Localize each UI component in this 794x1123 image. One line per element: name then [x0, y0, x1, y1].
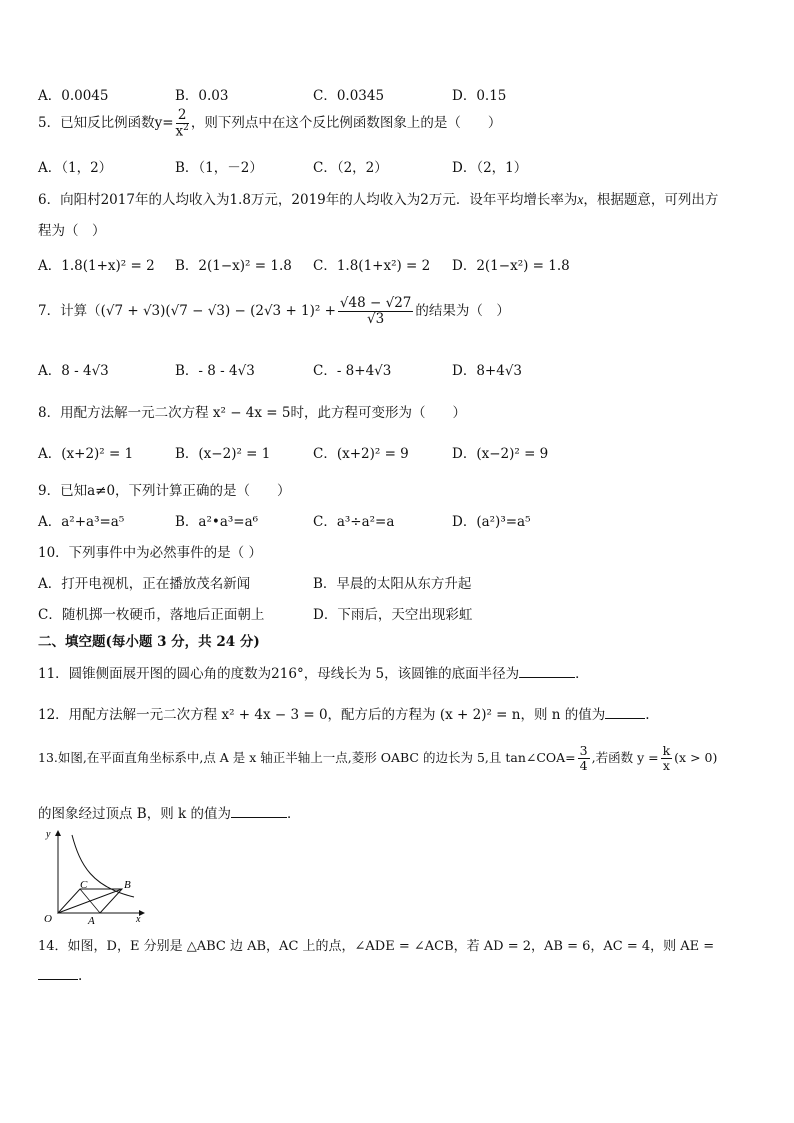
q7-option-c: C．- 8+4√3: [313, 363, 392, 379]
q4-option-c: C．0.0345: [313, 88, 385, 104]
q7-option-d: D．8+4√3: [452, 363, 523, 379]
q11: 11．圆锥侧面展开图的圆心角的度数为216°，母线长为 5，该圆锥的底面半径为 ．: [38, 666, 589, 682]
q4-option-b: B．0.03: [175, 88, 229, 104]
q8-option-d: D．(x−2)² = 9: [452, 446, 549, 462]
q10-option-b: B．早晨的太阳从东方升起: [313, 576, 472, 592]
q9-option-a: A．a²+a³=a⁵: [38, 514, 125, 530]
diagonal-ac: [80, 889, 100, 913]
q5-option-b: B．（1，－2）: [175, 160, 263, 176]
label-o: O: [44, 913, 52, 925]
q14-line1: 14．如图，D，E 分别是 △ABC 边 AB，AC 上的点，∠ADE = ∠ACB，若 AD = 2，AB = 6，AC = 4，则 AE =: [38, 939, 715, 954]
q6-stem-line2: 程为（ ）: [38, 223, 106, 239]
q6-stem-line1: 6．向阳村2017年的人均收入为1.8万元，2019年的人均收入为2万元．设年平均增长率为x，根据题意，可列出方: [38, 192, 719, 208]
q7-option-a: A．8 - 4√3: [38, 363, 109, 379]
q8-option-c: C．(x+2)² = 9: [313, 446, 409, 462]
q13-figure: [36, 825, 152, 925]
q5-stem: 5．已知反比例函数y= $\frac{2}{x^2}$ ，则下列点中在这个反比例函数图象上的是（ ）: [38, 107, 502, 140]
q5-option-d: D．（2，1）: [452, 160, 528, 176]
q10-option-a: A．打开电视机，正在播放茂名新闻: [38, 576, 251, 592]
q8-stem: 8．用配方法解一元二次方程 x² − 4x = 5时，此方程可变形为（ ）: [38, 405, 466, 421]
q4-option-d: D．0.15: [452, 88, 507, 104]
q4-option-a: A．0.0045: [38, 88, 109, 104]
section-heading-fill-blank: 二、填空题(每小题 3 分，共 24 分): [38, 634, 260, 650]
q13-line2: 的图象经过顶点 B，则 k 的值为 ．: [38, 806, 301, 822]
q6-option-b: B．2(1−x)² = 1.8: [175, 258, 292, 274]
q5-option-c: C．（2，2）: [313, 160, 388, 176]
q7-option-b: B．- 8 - 4√3: [175, 363, 255, 379]
q7-stem: 7．计算（(√7 + √3)(√7 − √3) − (2√3 + 1)² + $\frac{√48 - √27}{√3}$ 的结果为（ ）: [38, 295, 510, 327]
label-x: x: [136, 914, 141, 925]
q8-option-a: A．(x+2)² = 1: [38, 446, 134, 462]
q5-option-a: A．（1，2）: [38, 160, 113, 176]
q9-stem: 9．已知a≠0，下列计算正确的是（ ）: [38, 483, 291, 499]
q8-option-b: B．(x−2)² = 1: [175, 446, 271, 462]
q12: 12．用配方法解一元二次方程 x² + 4x − 3 = 0，配方后的方程为 (x + 2)² = n，则 n 的值为 .: [38, 707, 650, 723]
q6-option-c: C．1.8(1+x²) = 2: [313, 258, 431, 274]
label-a: A: [88, 915, 95, 925]
q10-option-c: C．随机掷一枚硬币，落地后正面朝上: [38, 607, 265, 623]
q10-option-d: D．下雨后，天空出现彩虹: [313, 607, 473, 623]
q9-option-d: D．(a²)³=a⁵: [452, 514, 531, 530]
q13-line1: 13.如图,在平面直角坐标系中,点 A 是 x 轴正半轴上一点,菱形 OABC 的边长为 5,且 tan∠COA= $\frac{3}{4}$ ,若函数 y = $\frac{k}{x}$ (x > 0): [38, 743, 718, 773]
q14-line2: .: [38, 967, 82, 984]
q6-option-d: D．2(1−x²) = 1.8: [452, 258, 570, 274]
label-c: C: [80, 879, 88, 891]
q9-option-c: C．a³÷a²=a: [313, 514, 395, 530]
q9-option-b: B．a²•a³=a⁶: [175, 514, 259, 530]
label-b: B: [124, 879, 131, 891]
q10-stem: 10．下列事件中为必然事件的是（ ）: [38, 545, 262, 561]
q6-option-a: A．1.8(1+x)² = 2: [38, 258, 155, 274]
label-y: y: [46, 829, 51, 840]
